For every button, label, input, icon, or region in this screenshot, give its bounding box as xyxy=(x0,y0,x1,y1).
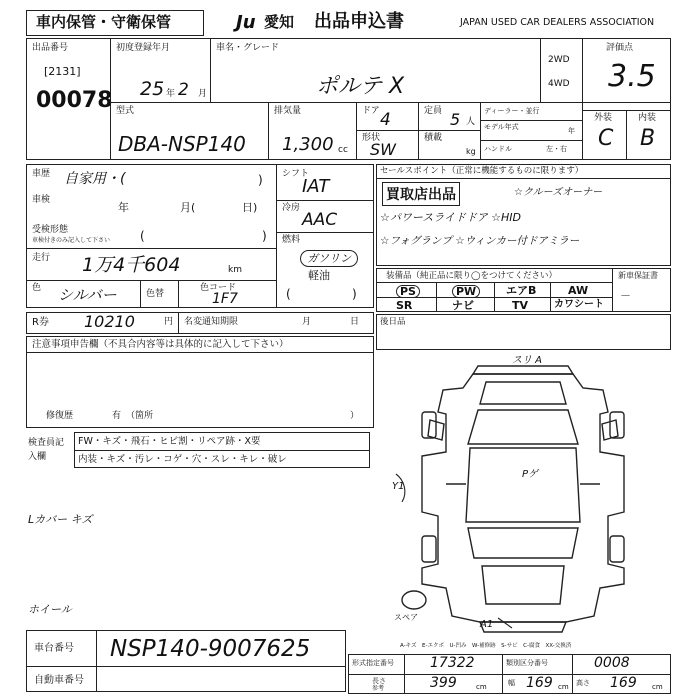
history-value: 自家用・( xyxy=(64,171,126,187)
shape-label: 形状 xyxy=(362,133,381,143)
spec-length-value: 399 xyxy=(430,675,457,691)
lot-sub-number: [2131] xyxy=(44,65,81,78)
drive-2wd: 2WD xyxy=(548,55,570,65)
mileage-label: 走行 xyxy=(32,253,51,263)
spec-model-value: 17322 xyxy=(430,655,475,671)
handle-options: 左・右 xyxy=(546,145,567,153)
spec-length-label: 長さ xyxy=(372,677,386,685)
equip-leather: カワシート xyxy=(554,299,604,310)
ju-logo xyxy=(236,12,256,33)
capacity-unit: 人 xyxy=(466,117,476,127)
model-year-label: モデル年式 xyxy=(484,123,519,131)
repair-label: 修復歴 xyxy=(46,411,74,421)
logo-region: 愛知 xyxy=(264,13,295,31)
sales-line3: ☆フォグランプ ☆ウィンカー付ドアミラー xyxy=(380,235,580,247)
model-value: DBA-NSP140 xyxy=(118,132,246,156)
warranty-label: 新車保証書 xyxy=(618,271,658,280)
repair-close: ） xyxy=(350,411,360,421)
interior-value: B xyxy=(640,126,656,151)
aircon-value: AAC xyxy=(302,210,338,230)
storage-label: 車内保管・守衛保管 xyxy=(36,13,172,31)
shift-value: IAT xyxy=(302,176,330,197)
spec-class-value: 0008 xyxy=(594,655,630,671)
aircon-label: 冷房 xyxy=(282,203,301,213)
equip-aw: AW xyxy=(568,284,589,297)
acceptance-note: 車検付きのみ記入して下さい xyxy=(32,237,111,244)
sales-points-label: セールスポイント（正常に機能するものに限ります） xyxy=(380,166,584,176)
sales-line2: ☆パワースライドドア ☆HID xyxy=(380,211,521,224)
spec-length-cm: cm xyxy=(476,683,487,691)
sales-line1: ☆クルーズオーナー xyxy=(514,187,603,198)
repair-location: （箇所 xyxy=(126,411,154,421)
acceptance-open: ( xyxy=(140,229,145,243)
fuel-option2: 軽油 xyxy=(308,269,330,282)
diagram-bottom-mark: A1 xyxy=(480,619,494,630)
car-name-label: 車名・グレード xyxy=(216,43,280,53)
diagram-top-mark: スリ A xyxy=(512,355,543,366)
equip-navi: ナビ xyxy=(452,299,474,312)
handle-label: ハンドル xyxy=(484,145,512,153)
car-inspection-diagram xyxy=(378,352,668,642)
equip-airbag: エアB xyxy=(506,284,537,297)
shift-label: シフト xyxy=(282,169,310,179)
mileage-value: 1万4千604 xyxy=(82,254,181,276)
shaken-month-unit: 月( xyxy=(180,201,196,214)
capacity-label: 定員 xyxy=(424,106,443,116)
ju-logo-mark: Ju xyxy=(236,12,256,33)
lot-label: 出品番号 xyxy=(32,43,69,53)
fuel-close: ) xyxy=(352,287,357,301)
repair-has: 有 xyxy=(112,411,122,421)
equip-sr: SR xyxy=(396,299,413,312)
post-fill-box xyxy=(376,314,671,350)
chassis-value: NSP140-9007625 xyxy=(110,636,311,662)
color-code: 1F7 xyxy=(212,291,238,307)
registration-label: 初度登録年月 xyxy=(116,43,171,53)
interior-label: 内装 xyxy=(638,113,657,123)
post-fill-label: 後日品 xyxy=(380,317,406,327)
spec-width-label: 幅 xyxy=(508,679,515,687)
notes-label: 注意事項申告欄（不具合内容等は具体的に記入して下さい） xyxy=(32,339,289,350)
sales-stamp: 買取店出品 xyxy=(382,182,460,206)
lot-number: 00078 xyxy=(36,88,113,113)
equip-pw: PW xyxy=(452,285,480,298)
exterior-label: 外装 xyxy=(594,113,613,123)
spec-width-cm: cm xyxy=(558,683,569,691)
spec-height-value: 169 xyxy=(610,675,637,691)
color-code-label: 色コード xyxy=(200,283,237,293)
recycle-unit: 円 xyxy=(164,317,174,327)
shaken-day-unit: 日) xyxy=(242,201,258,214)
bottom-note: ホイール xyxy=(28,603,72,616)
fuel-value: ガソリン xyxy=(300,250,358,267)
left-note: Lカバー キズ xyxy=(28,513,93,526)
doors-label: ドア xyxy=(362,106,380,116)
diagram-side-mark: Y1 xyxy=(392,481,405,492)
form-title: 出品申込書 xyxy=(314,11,404,32)
registration-month-unit: 月 xyxy=(198,89,208,99)
color-label: 色 xyxy=(32,283,42,293)
car-name-value: ポルテ X xyxy=(316,74,405,99)
spec-class-label: 類別区分番号 xyxy=(506,659,548,667)
grade-value: 3.5 xyxy=(608,59,656,94)
registration-month: 2 xyxy=(178,80,189,100)
spec-ref-label: 参考 xyxy=(372,685,385,692)
spec-height-cm: cm xyxy=(652,683,663,691)
registration-year-unit: 年 xyxy=(166,89,176,99)
damage-legend: A-キズ E-エクボ U-凹み W-補修跡 S-サビ C-腐食 XX-交換済 xyxy=(400,643,572,649)
spare-label: スペア xyxy=(394,613,418,622)
history-label: 車歴 xyxy=(32,169,51,179)
inspector-row1: FW・キズ・飛石・ヒビ割・リペア跡・X要 xyxy=(78,436,261,447)
acceptance-close: ) xyxy=(262,229,267,243)
name-change-label: 名変通知期限 xyxy=(184,317,239,327)
displacement-value: 1,300 xyxy=(282,134,334,155)
auto-number-label: 自動車番号 xyxy=(34,675,84,686)
load-label: 積載 xyxy=(424,133,443,143)
acceptance-label: 受検形態 xyxy=(32,225,69,235)
equip-tv: TV xyxy=(512,299,529,312)
spec-width-value: 169 xyxy=(526,675,553,691)
inspector-label: 検査員記入欄 xyxy=(28,438,65,463)
recycle-value: 10210 xyxy=(84,312,135,331)
spec-height-label: 高さ xyxy=(576,679,590,687)
registration-year: 25 xyxy=(140,78,165,100)
exterior-value: C xyxy=(598,126,614,151)
name-change-day: 日 xyxy=(350,317,360,327)
shaken-label: 車検 xyxy=(32,195,51,205)
model-year-unit: 年 xyxy=(568,127,575,135)
history-close: ) xyxy=(258,173,263,187)
equip-ps: PS xyxy=(396,285,420,298)
fuel-label: 燃料 xyxy=(282,235,301,245)
displacement-label: 排気量 xyxy=(274,106,302,116)
model-label: 型式 xyxy=(116,106,135,116)
color-change-label: 色替 xyxy=(146,289,165,299)
capacity-value: 5 xyxy=(450,110,461,129)
shaken-year-unit: 年 xyxy=(118,201,129,214)
warranty-value: － xyxy=(620,289,631,302)
equipment-label: 装備品（純正品に限り◯をつけてください） xyxy=(386,271,558,281)
displacement-unit: cc xyxy=(338,145,348,155)
grade-label: 評価点 xyxy=(606,43,634,53)
recycle-label: R券 xyxy=(32,317,49,328)
dealer-label: ディーラー・並行 xyxy=(484,107,540,115)
chassis-label: 車台番号 xyxy=(34,643,74,654)
spec-model-label: 形式指定番号 xyxy=(352,659,394,667)
mileage-unit: km xyxy=(228,265,242,275)
diagram-roof-mark: Pゲ xyxy=(522,469,539,480)
association-name: JAPAN USED CAR DEALERS ASSOCIATION xyxy=(460,17,655,28)
name-change-month: 月 xyxy=(302,317,312,327)
inspector-row2: 内装・キズ・汚レ・コゲ・穴・スレ・キレ・破レ xyxy=(78,454,287,465)
load-unit: kg xyxy=(466,147,476,156)
color-value: シルバー xyxy=(58,286,117,304)
drive-4wd: 4WD xyxy=(548,79,570,89)
doors-value: 4 xyxy=(380,110,391,130)
shape-value: SW xyxy=(370,140,396,159)
fuel-open: ( xyxy=(286,287,291,301)
